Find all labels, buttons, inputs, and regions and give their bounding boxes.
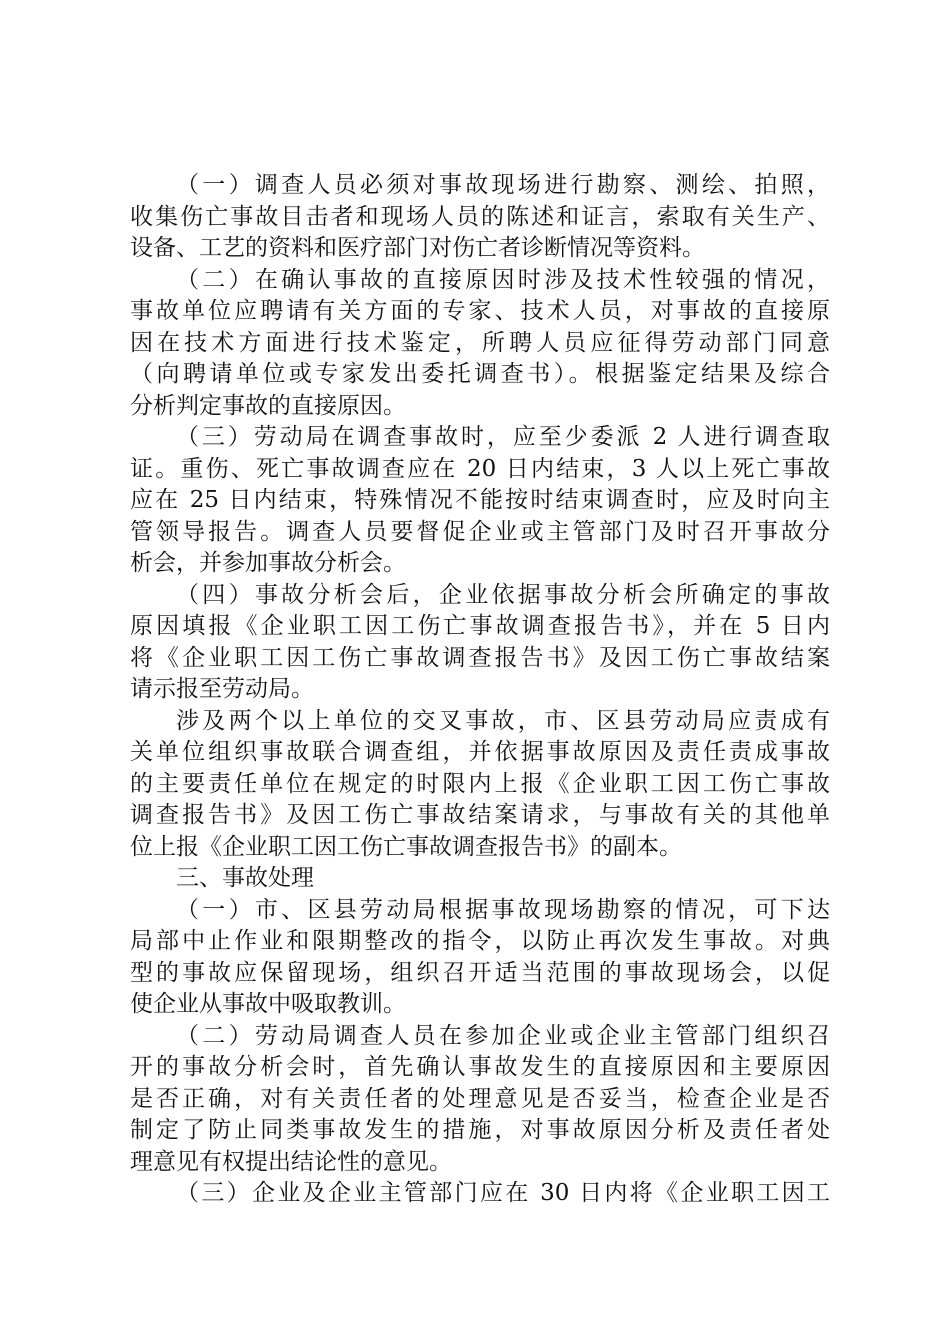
- text-line: （二）劳动局调查人员在参加企业或企业主管部门组织召: [176, 1022, 830, 1049]
- text-line: 局部中止作业和限期整改的指令，以防止再次发生事故。对典: [130, 928, 830, 954]
- text-line: 涉及两个以上单位的交叉事故，市、区县劳动局应责成有: [176, 707, 830, 734]
- text-line: （一）调查人员必须对事故现场进行勘察、测绘、拍照，: [176, 172, 830, 198]
- text-line: 收集伤亡事故目击者和现场人员的陈述和证言，索取有关生产、: [130, 203, 830, 230]
- text-line: 制定了防止同类事故发生的措施，对事故原因分析及责任者处: [130, 1117, 830, 1143]
- text-line: 位上报《企业职工因工伤亡事故调查报告书》的副本。: [130, 833, 682, 860]
- text-line: 分析判定事故的直接原因。: [130, 392, 406, 419]
- document-body: [130, 170, 830, 1210]
- text-line: 开的事故分析会时，首先确认事故发生的直接原因和主要原因: [130, 1054, 830, 1080]
- text-line: 析会，并参加事故分析会。: [130, 550, 406, 576]
- text-line: 将《企业职工因工伤亡事故调查报告书》及因工伤亡事故结案: [130, 644, 830, 671]
- text-line: （三）劳动局在调查事故时，应至少委派 2 人进行调查取: [176, 424, 830, 450]
- text-line: 管领导报告。调查人员要督促企业或主管部门及时召开事故分: [130, 518, 830, 545]
- text-line: （四）事故分析会后，企业依据事故分析会所确定的事故: [176, 581, 830, 608]
- text-line: 应在 25 日内结束，特殊情况不能按时结束调查时，应及时向主: [130, 487, 830, 513]
- text-line: 事故单位应聘请有关方面的专家、技术人员，对事故的直接原: [130, 298, 830, 324]
- text-line: 请示报至劳动局。: [130, 676, 314, 702]
- text-line: （向聘请单位或专家发出委托调查书）。根据鉴定结果及综合: [130, 361, 830, 387]
- text-line: 理意见有权提出结论性的意见。: [130, 1148, 452, 1175]
- text-line: 因在技术方面进行技术鉴定，所聘人员应征得劳动部门同意: [130, 329, 830, 356]
- text-line: 型的事故应保留现场，组织召开适当范围的事故现场会，以促: [130, 959, 830, 986]
- text-line: （二）在确认事故的直接原因时涉及技术性较强的情况，: [176, 266, 830, 293]
- text-line: 原因填报《企业职工因工伤亡事故调查报告书》，并在 5 日内: [130, 613, 830, 639]
- text-line: 关单位组织事故联合调查组，并依据事故原因及责任责成事故: [130, 739, 830, 765]
- text-line: 使企业从事故中吸取教训。: [130, 991, 406, 1017]
- section-heading: 三、事故处理: [176, 865, 314, 891]
- text-line: 证。重伤、死亡事故调查应在 20 日内结束，3 人以上死亡事故: [130, 455, 830, 482]
- text-line: （三）企业及企业主管部门应在 30 日内将《企业职工因工: [176, 1180, 830, 1206]
- text-line: 是否正确，对有关责任者的处理意见是否妥当，检查企业是否: [130, 1085, 830, 1112]
- text-line: 设备、工艺的资料和医疗部门对伤亡者诊断情况等资料。: [130, 235, 705, 261]
- text-line: （一）市、区县劳动局根据事故现场勘察的情况，可下达: [176, 896, 830, 923]
- text-line: 调查报告书》及因工伤亡事故结案请求，与事故有关的其他单: [130, 802, 830, 828]
- text-line: 的主要责任单位在规定的时限内上报《企业职工因工伤亡事故: [130, 770, 830, 797]
